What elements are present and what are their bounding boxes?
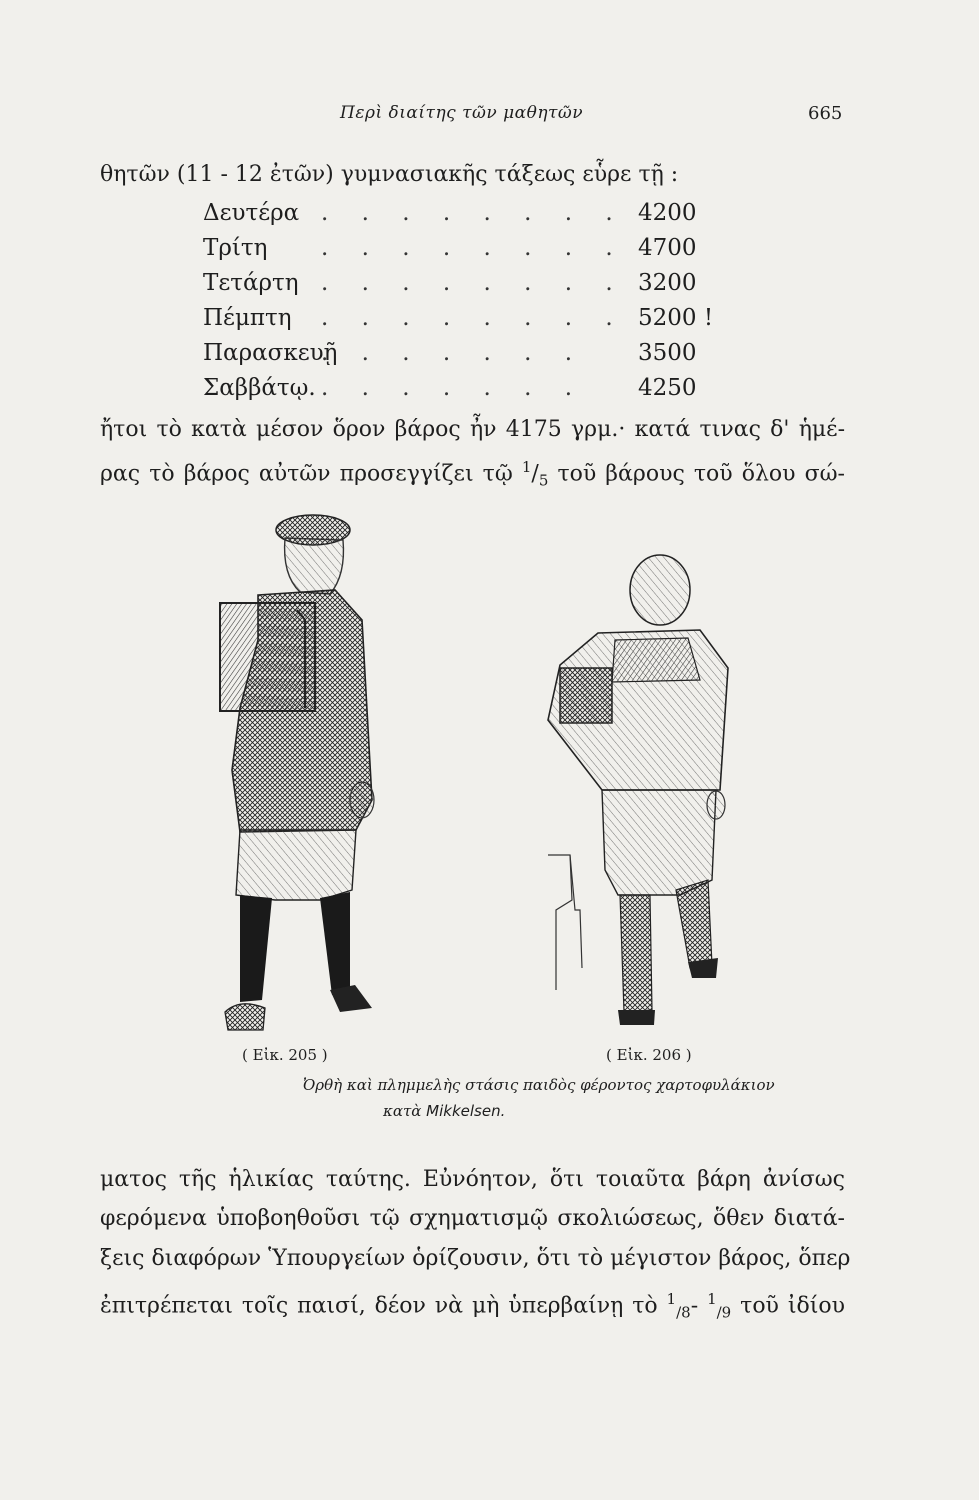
- running-title: Περὶ διαίτης τῶν μαθητῶν: [340, 103, 584, 123]
- weight-value: 4200: [638, 200, 697, 226]
- figure-206-boy: [548, 555, 728, 1025]
- text-span: -: [690, 1293, 708, 1319]
- author-name: Mikkelsen.: [426, 1102, 506, 1120]
- paragraph2-line4: [100, 1284, 845, 1328]
- day-label: Πέμπτη: [203, 305, 292, 331]
- fraction-denominator: /9: [716, 1303, 732, 1322]
- intro-line: θητῶν (11 - 12 ἐτῶν) γυμνασιακῆς τάξεως εὗρε τῇ :: [100, 162, 679, 187]
- leader-dots: . . . . . . . .: [321, 305, 626, 331]
- day-label: Τετάρτη: [203, 270, 299, 296]
- figure-206-label: ( Εἰκ. 206 ): [606, 1046, 692, 1064]
- day-label: Παρασκευῇ: [203, 340, 338, 366]
- text-span: ἐπιτρέπεται τοῖς παισί, δέον νὰ μὴ ὑπερβαίνῃ τὸ: [100, 1293, 667, 1319]
- leader-dots: . . . . . . . .: [321, 270, 626, 296]
- day-label: Σαββάτῳ.: [203, 375, 316, 401]
- leader-dots: . . . . . . .: [321, 375, 586, 401]
- weight-value: 5200 !: [638, 305, 714, 331]
- fraction-numerator: 1: [521, 458, 532, 476]
- paragraph2-line3: ξεις διαφόρων Ὑπουργείων ὁρίζουσιν, ὅτι τὸ μέγιστον βάρος, ὅπερ: [100, 1246, 851, 1271]
- figure-205-boy: [220, 515, 374, 1030]
- fraction-numerator: 1: [666, 1290, 677, 1308]
- weight-value: 4700: [638, 235, 697, 261]
- paragraph1-line1: ἤτοι τὸ κατὰ μέσον ὅρον βάρος ἦν 4175 γρμ.· κατά τινας δ' ἡμέ-: [100, 417, 845, 442]
- figure-caption-line2: [383, 1102, 505, 1120]
- paragraph2-line2: φερόμενα ὑποβοηθοῦσι τῷ σχηματισμῷ σκολιώσεως, ὅθεν διατά-: [100, 1206, 845, 1231]
- leader-dots: . . . . . . . .: [321, 200, 626, 226]
- fraction-numerator: 1: [707, 1290, 717, 1308]
- fraction-slash: /: [531, 461, 539, 487]
- fraction-denominator: 5: [538, 471, 549, 490]
- fraction-denominator: /8: [676, 1303, 691, 1322]
- figure-caption-line1: Ὀρθὴ καὶ πλημμελὴς στάσις παιδὸς φέροντος χαρτοφυλάκιον: [303, 1076, 775, 1094]
- leader-dots: . . . . . . . .: [321, 235, 626, 261]
- paragraph2-line1: ματος τῆς ἡλικίας ταύτης. Εὐνόητον, ὅτι τοιαῦτα βάρη ἀνίσως: [100, 1167, 845, 1192]
- text-span: κατὰ: [383, 1102, 427, 1120]
- weight-value: 3500: [638, 340, 697, 366]
- text-span: τοῦ βάρους τοῦ ὅλου σώ-: [548, 461, 845, 487]
- leader-dots: . . . . . . .: [321, 340, 586, 366]
- text-span: ρας τὸ βάρος αὐτῶν προσεγγίζει τῷ: [100, 461, 522, 487]
- figure-205-label: ( Εἰκ. 205 ): [242, 1046, 328, 1064]
- day-label: Τρίτη: [203, 235, 268, 261]
- day-label: Δευτέρα: [203, 200, 300, 226]
- page-number: 665: [808, 103, 843, 124]
- weight-value: 4250: [638, 375, 697, 401]
- weight-value: 3200: [638, 270, 697, 296]
- text-span: τοῦ ἰδίου: [731, 1293, 845, 1319]
